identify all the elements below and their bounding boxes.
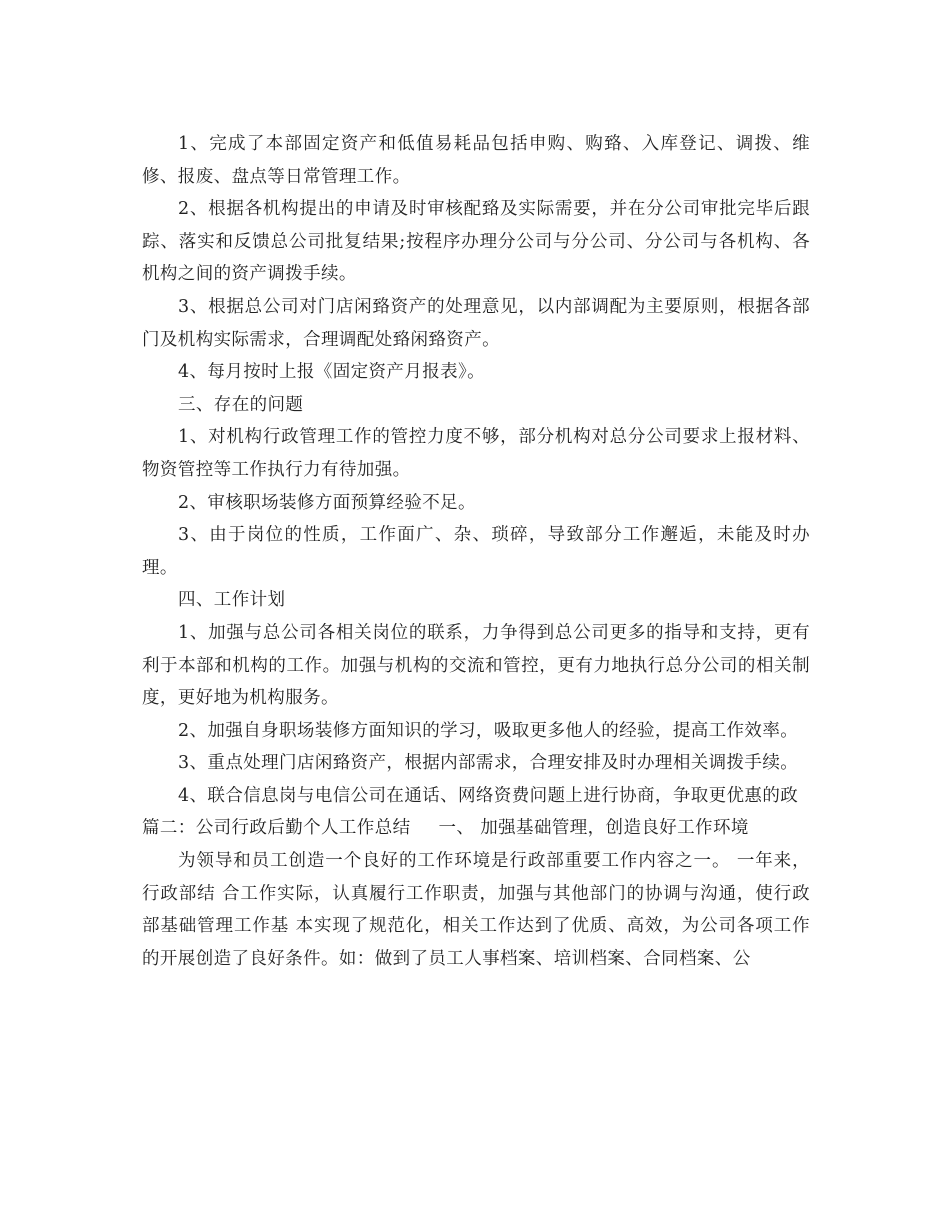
paragraph-asset-management-1: 1、完成了本部固定资产和低值易耗品包括申购、购臵、入库登记、调拨、维修、报废、盘点等日常管理工作。: [142, 134, 810, 187]
part2-label: 篇二：公司行政后勤个人工作总结: [142, 818, 411, 839]
paragraph-asset-management-4: 4、每月按时上报《固定资产月报表》。: [178, 362, 486, 383]
plan-item-4: 4、联合信息岗与电信公司在通话、网络资费问题上进行协商，争取更优惠的政: [178, 785, 799, 806]
section-heading-work-plan: 四、工作计划: [178, 590, 286, 611]
problem-item-2: 2、审核职场装修方面预算经验不足。: [178, 492, 476, 513]
problem-item-3: 3、由于岗位的性质，工作面广、杂、琐碎，导致部分工作邂逅，未能及时办理。: [142, 525, 810, 578]
plan-item-2: 2、加强自身职场装修方面知识的学习，吸取更多他人的经验，提高工作效率。: [178, 720, 799, 741]
problem-item-1: 1、对机构行政管理工作的管控力度不够，部分机构对总分公司要求上报材料、物资管控等工作执行力有待加强。: [142, 427, 810, 480]
part2-section-title: 一、 加强基础管理，创造良好工作环境: [438, 818, 749, 839]
plan-item-3: 3、重点处理门店闲臵资产，根据内部需求，合理安排及时办理相关调拨手续。: [178, 753, 799, 774]
document-body: [142, 128, 810, 975]
section-heading-problems: 三、存在的问题: [178, 394, 304, 415]
paragraph-asset-management-2: 2、根据各机构提出的申请及时审核配臵及实际需要，并在分公司审批完毕后跟踪、落实和反馈总公司批复结果;按程序办理分公司与分公司、分公司与各机构、各机构之间的资产调拨手续。: [142, 199, 810, 285]
plan-item-1: 1、加强与总公司各相关岗位的联系，力争得到总公司更多的指导和支持，更有利于本部和机构的工作。加强与机构的交流和管控，更有力地执行总分公司的相关制度，更好地为机构服务。: [142, 622, 810, 709]
part2-title-row: [142, 812, 810, 845]
part2-paragraph: 为领导和员工创造一个良好的工作环境是行政部重要工作内容之一。 一年来， 行政部结 合工作实际，认真履行工作职责，加强与其他部门的协调与沟通，使行政部基础管理工作基 本实现了规范化，相关工作达到了优质、高效，为公司各项工作的开展创造了良好条件。如：做到了员工人事档案、培训档案、合同档案、公: [142, 851, 810, 969]
paragraph-asset-management-3: 3、根据总公司对门店闲臵资产的处理意见，以内部调配为主要原则，根据各部门及机构实际需求，合理调配处臵闲臵资产。: [142, 296, 810, 350]
